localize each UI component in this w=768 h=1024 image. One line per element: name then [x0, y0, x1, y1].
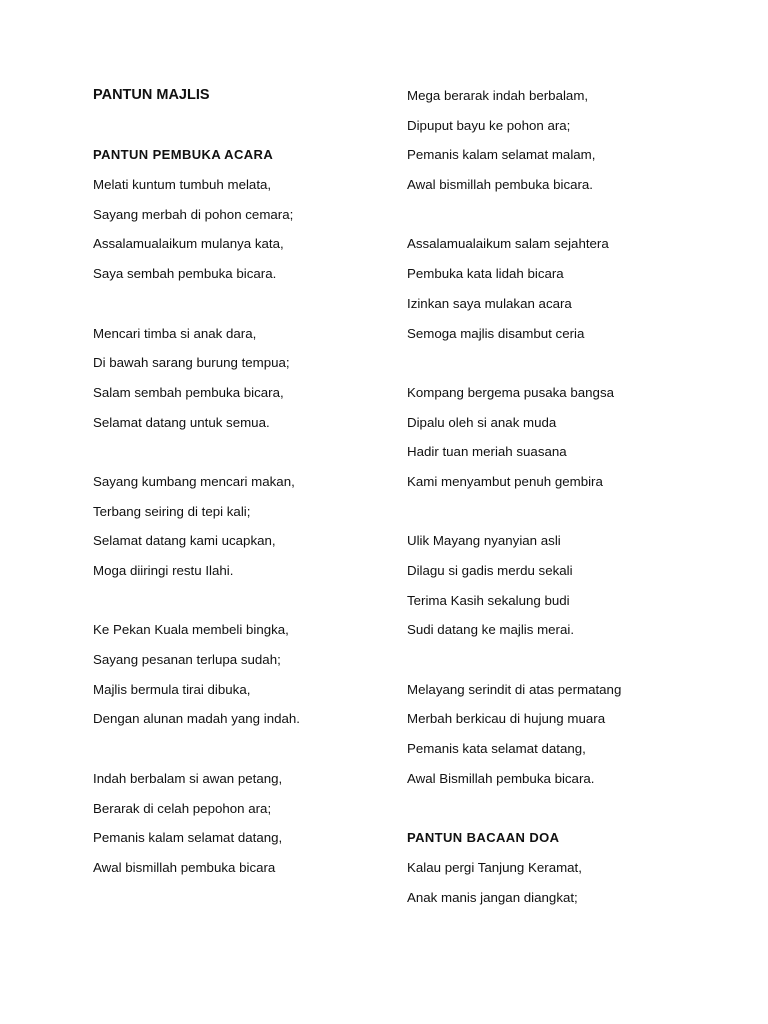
stanza-spacer	[93, 734, 393, 764]
stanza-spacer	[93, 586, 393, 616]
stanza-spacer	[407, 348, 737, 378]
section-heading: PANTUN PEMBUKA ACARA	[93, 147, 274, 163]
verse-line: Dipalu oleh si anak muda	[407, 414, 557, 430]
verse-line: Pemanis kalam selamat malam,	[407, 147, 596, 163]
verse-line: Selamat datang kami ucapkan,	[93, 533, 276, 549]
verse-line: Selamat datang untuk semua.	[93, 414, 270, 430]
verse-line: Anak manis jangan diangkat;	[407, 889, 578, 905]
verse-line: Pemanis kata selamat datang,	[407, 741, 586, 757]
verse-line: Dengan alunan madah yang indah.	[93, 711, 301, 727]
verse-line: Awal bismillah pembuka bicara	[93, 859, 276, 875]
verse-line: Dipuput bayu ke pohon ara;	[407, 117, 571, 133]
stanza-spacer	[93, 289, 393, 319]
stanza-spacer	[93, 111, 393, 141]
stanza-spacer	[407, 200, 737, 230]
verse-line: Saya sembah pembuka bicara.	[93, 266, 277, 282]
verse-line: Assalamualaikum mulanya kata,	[93, 236, 284, 252]
verse-line: Pemanis kalam selamat datang,	[93, 830, 283, 846]
verse-line: Semoga majlis disambut ceria	[407, 325, 585, 341]
stanza-spacer	[407, 497, 737, 527]
section-heading: PANTUN BACAAN DOA	[407, 830, 560, 846]
verse-line: Melati kuntum tumbuh melata,	[93, 177, 272, 193]
verse-line: Sayang merbah di pohon cemara;	[93, 206, 294, 222]
verse-line: Di bawah sarang burung tempua;	[93, 355, 290, 371]
verse-line: Assalamualaikum salam sejahtera	[407, 236, 609, 252]
verse-line: Melayang serindit di atas permatang	[407, 681, 622, 697]
left-column	[93, 81, 393, 883]
verse-line: Dilagu si gadis merdu sekali	[407, 563, 573, 578]
verse-line: Kami menyambut penuh gembira	[407, 473, 603, 489]
verse-line: Pembuka kata lidah bicara	[407, 266, 564, 282]
verse-line: Berarak di celah pepohon ara;	[93, 800, 272, 816]
stanza-spacer	[407, 794, 737, 824]
verse-line: Salam sembah pembuka bicara,	[93, 384, 284, 400]
verse-line: Majlis bermula tirai dibuka,	[93, 681, 251, 697]
verse-line: Sayang pesanan terlupa sudah;	[93, 652, 281, 668]
verse-line: Awal bismillah pembuka bicara.	[407, 177, 594, 193]
verse-line: Ke Pekan Kuala membeli bingka,	[93, 622, 289, 638]
verse-line: Indah berbalam si awan petang,	[93, 770, 283, 786]
verse-line: Izinkan saya mulakan acara	[407, 295, 572, 311]
verse-line: Terima Kasih sekalung budi	[407, 592, 570, 608]
document-title: PANTUN MAJLIS	[93, 87, 210, 103]
stanza-spacer	[407, 645, 737, 675]
right-column	[407, 81, 737, 912]
verse-line: Kalau pergi Tanjung Keramat,	[407, 859, 582, 875]
verse-line: Mega berarak indah berbalam,	[407, 88, 589, 103]
verse-line: Hadir tuan meriah suasana	[407, 444, 567, 460]
stanza-spacer	[93, 437, 393, 467]
verse-line: Awal Bismillah pembuka bicara.	[407, 770, 595, 786]
verse-line: Merbah berkicau di hujung muara	[407, 711, 606, 727]
verse-line: Terbang seiring di tepi kali;	[93, 503, 251, 519]
verse-line: Mencari timba si anak dara,	[93, 325, 257, 341]
verse-line: Moga diiringi restu Ilahi.	[93, 563, 234, 578]
verse-line: Sudi datang ke majlis merai.	[407, 622, 575, 638]
verse-line: Kompang bergema pusaka bangsa	[407, 384, 614, 400]
verse-line: Sayang kumbang mencari makan,	[93, 473, 295, 489]
verse-line: Ulik Mayang nyanyian asli	[407, 533, 561, 549]
